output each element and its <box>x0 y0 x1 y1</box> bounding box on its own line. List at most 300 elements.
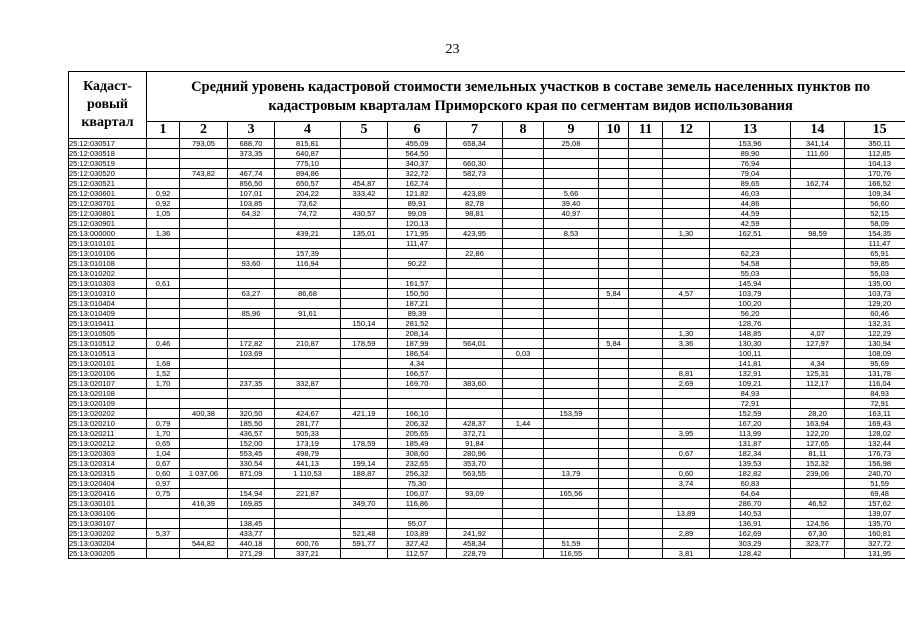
value-cell <box>663 409 710 419</box>
value-cell: 3,36 <box>663 339 710 349</box>
value-cell <box>503 229 544 239</box>
value-cell: 793,05 <box>180 139 228 149</box>
value-cell <box>503 219 544 229</box>
value-cell: 1,05 <box>147 209 180 219</box>
value-cell <box>180 269 228 279</box>
value-cell <box>341 449 388 459</box>
value-cell: 145,94 <box>710 279 791 289</box>
value-cell: 124,56 <box>791 519 845 529</box>
value-cell <box>447 269 503 279</box>
value-cell <box>599 179 629 189</box>
value-cell <box>503 169 544 179</box>
value-cell: 167,20 <box>710 419 791 429</box>
value-cell <box>544 449 599 459</box>
value-cell: 56,60 <box>845 199 905 209</box>
value-cell <box>599 519 629 529</box>
value-cell <box>503 429 544 439</box>
value-cell: 498,79 <box>275 449 341 459</box>
table-row <box>69 469 905 479</box>
value-cell <box>599 459 629 469</box>
segment-header: 7 <box>447 122 503 139</box>
value-cell <box>147 549 180 559</box>
value-cell <box>180 209 228 219</box>
value-cell <box>791 479 845 489</box>
value-cell: 103,85 <box>228 199 275 209</box>
value-cell <box>544 359 599 369</box>
value-cell: 333,42 <box>341 189 388 199</box>
value-cell <box>341 369 388 379</box>
value-cell <box>663 419 710 429</box>
value-cell: 51,59 <box>544 539 599 549</box>
value-cell <box>791 399 845 409</box>
value-cell: 1 110,53 <box>275 469 341 479</box>
value-cell: 205,65 <box>388 429 447 439</box>
value-cell <box>544 399 599 409</box>
value-cell <box>503 289 544 299</box>
value-cell: 0,46 <box>147 339 180 349</box>
cadastral-quarter-cell: 25:13:020416 <box>69 489 147 499</box>
value-cell: 5,84 <box>599 289 629 299</box>
value-cell <box>228 479 275 489</box>
value-cell <box>447 299 503 309</box>
value-cell: 458,34 <box>447 539 503 549</box>
value-cell <box>599 159 629 169</box>
value-cell: 591,77 <box>341 539 388 549</box>
value-cell <box>341 259 388 269</box>
table-row <box>69 509 905 519</box>
value-cell <box>275 349 341 359</box>
value-cell: 8,81 <box>663 369 710 379</box>
table-row <box>69 299 905 309</box>
value-cell <box>341 149 388 159</box>
value-cell: 505,33 <box>275 429 341 439</box>
value-cell: 221,87 <box>275 489 341 499</box>
value-cell <box>791 279 845 289</box>
value-cell <box>180 309 228 319</box>
value-cell <box>503 449 544 459</box>
value-cell: 161,57 <box>388 279 447 289</box>
value-cell <box>629 509 663 519</box>
value-cell: 132,91 <box>710 369 791 379</box>
value-cell: 64,64 <box>710 489 791 499</box>
value-cell: 544,82 <box>180 539 228 549</box>
value-cell: 113,99 <box>710 429 791 439</box>
value-cell: 688,70 <box>228 139 275 149</box>
value-cell <box>663 299 710 309</box>
table-row <box>69 549 905 559</box>
value-cell: 109,34 <box>845 189 905 199</box>
value-cell <box>341 279 388 289</box>
value-cell: 140,53 <box>710 509 791 519</box>
value-cell <box>447 389 503 399</box>
value-cell <box>147 389 180 399</box>
value-cell: 59,85 <box>845 259 905 269</box>
value-cell: 111,60 <box>791 149 845 159</box>
value-cell: 0,92 <box>147 199 180 209</box>
table-row <box>69 279 905 289</box>
value-cell <box>663 309 710 319</box>
cadastral-quarter-cell: 25:13:020303 <box>69 449 147 459</box>
value-cell <box>544 519 599 529</box>
value-cell <box>228 219 275 229</box>
value-cell <box>180 279 228 289</box>
value-cell <box>503 339 544 349</box>
value-cell <box>503 489 544 499</box>
value-cell: 0,67 <box>147 459 180 469</box>
value-cell: 185,49 <box>388 439 447 449</box>
value-cell: 340,37 <box>388 159 447 169</box>
value-cell: 204,22 <box>275 189 341 199</box>
cadastral-quarter-cell: 25:12:030517 <box>69 139 147 149</box>
value-cell <box>180 159 228 169</box>
value-cell <box>791 269 845 279</box>
table-row <box>69 149 905 159</box>
value-cell <box>180 249 228 259</box>
cadastral-quarter-cell: 25:12:030901 <box>69 219 147 229</box>
value-cell: 135,01 <box>341 229 388 239</box>
value-cell <box>791 249 845 259</box>
value-cell: 894,86 <box>275 169 341 179</box>
value-cell <box>791 289 845 299</box>
value-cell <box>663 159 710 169</box>
value-cell: 89,39 <box>388 309 447 319</box>
value-cell <box>275 389 341 399</box>
value-cell <box>629 299 663 309</box>
value-cell: 85,96 <box>228 309 275 319</box>
value-cell <box>663 249 710 259</box>
value-cell <box>447 219 503 229</box>
value-cell: 199,14 <box>341 459 388 469</box>
value-cell: 82,78 <box>447 199 503 209</box>
value-cell: 89,65 <box>710 179 791 189</box>
value-cell: 95,07 <box>388 519 447 529</box>
value-cell <box>341 219 388 229</box>
value-cell: 95,69 <box>845 359 905 369</box>
value-cell: 0,65 <box>147 439 180 449</box>
value-cell <box>663 489 710 499</box>
cadastral-quarter-cell: 25:13:010310 <box>69 289 147 299</box>
value-cell <box>599 509 629 519</box>
cadastral-quarter-cell: 25:13:010513 <box>69 349 147 359</box>
value-cell <box>275 479 341 489</box>
value-cell: 139,07 <box>845 509 905 519</box>
value-cell <box>629 539 663 549</box>
value-cell: 93,60 <box>228 259 275 269</box>
value-cell: 153,59 <box>544 409 599 419</box>
value-cell: 13,79 <box>544 469 599 479</box>
value-cell: 108,09 <box>845 349 905 359</box>
value-cell: 1,04 <box>147 449 180 459</box>
value-cell: 150,14 <box>341 319 388 329</box>
table-row <box>69 459 905 469</box>
value-cell: 120,13 <box>388 219 447 229</box>
value-cell <box>503 399 544 409</box>
value-cell <box>791 299 845 309</box>
value-cell: 332,87 <box>275 379 341 389</box>
value-cell: 103,89 <box>388 529 447 539</box>
value-cell: 74,72 <box>275 209 341 219</box>
value-cell <box>503 549 544 559</box>
value-cell <box>663 189 710 199</box>
value-cell <box>180 359 228 369</box>
value-cell <box>147 539 180 549</box>
value-cell: 99,09 <box>388 209 447 219</box>
value-cell: 154,94 <box>228 489 275 499</box>
value-cell: 51,59 <box>845 479 905 489</box>
value-cell <box>629 449 663 459</box>
cadastral-value-table <box>68 71 905 559</box>
value-cell: 112,57 <box>388 549 447 559</box>
table-row <box>69 359 905 369</box>
value-cell <box>180 349 228 359</box>
value-cell: 564,50 <box>388 149 447 159</box>
value-cell: 187,99 <box>388 339 447 349</box>
value-cell: 128,02 <box>845 429 905 439</box>
value-cell: 157,62 <box>845 499 905 509</box>
value-cell <box>388 399 447 409</box>
value-cell: 154,35 <box>845 229 905 239</box>
value-cell: 256,32 <box>388 469 447 479</box>
value-cell: 141,81 <box>710 359 791 369</box>
value-cell <box>180 479 228 489</box>
value-cell: 441,13 <box>275 459 341 469</box>
value-cell <box>599 279 629 289</box>
value-cell <box>663 179 710 189</box>
value-cell <box>629 549 663 559</box>
value-cell <box>180 229 228 239</box>
value-cell: 185,50 <box>228 419 275 429</box>
value-cell: 237,35 <box>228 379 275 389</box>
value-cell <box>503 139 544 149</box>
cadastral-quarter-cell: 25:13:030107 <box>69 519 147 529</box>
value-cell: 0,75 <box>147 489 180 499</box>
value-cell: 132,44 <box>845 439 905 449</box>
value-cell <box>629 489 663 499</box>
value-cell <box>341 299 388 309</box>
value-cell: 640,87 <box>275 149 341 159</box>
value-cell <box>629 329 663 339</box>
value-cell <box>544 509 599 519</box>
value-cell <box>629 379 663 389</box>
value-cell <box>341 519 388 529</box>
value-cell <box>447 479 503 489</box>
value-cell: 3,95 <box>663 429 710 439</box>
value-cell <box>180 529 228 539</box>
value-cell <box>629 339 663 349</box>
segment-header: 15 <box>845 122 905 139</box>
value-cell <box>544 329 599 339</box>
value-cell <box>629 239 663 249</box>
value-cell <box>503 199 544 209</box>
value-cell <box>180 149 228 159</box>
value-cell <box>503 239 544 249</box>
segment-header: 1 <box>147 122 180 139</box>
value-cell <box>599 499 629 509</box>
value-cell <box>180 219 228 229</box>
cadastral-quarter-cell: 25:13:010404 <box>69 299 147 309</box>
cadastral-quarter-cell: 25:13:030205 <box>69 549 147 559</box>
value-cell: 44,59 <box>710 209 791 219</box>
value-cell <box>629 349 663 359</box>
value-cell: 86,68 <box>275 289 341 299</box>
value-cell <box>544 439 599 449</box>
cadastral-quarter-cell: 25:13:010202 <box>69 269 147 279</box>
value-cell <box>503 499 544 509</box>
value-cell: 162,74 <box>388 179 447 189</box>
value-cell <box>147 169 180 179</box>
value-cell <box>341 549 388 559</box>
value-cell <box>341 249 388 259</box>
value-cell <box>599 149 629 159</box>
value-cell: 122,20 <box>791 429 845 439</box>
value-cell: 166,10 <box>388 409 447 419</box>
value-cell: 871,09 <box>228 469 275 479</box>
cadastral-quarter-cell: 25:13:020202 <box>69 409 147 419</box>
value-cell: 156,98 <box>845 459 905 469</box>
value-cell <box>599 359 629 369</box>
value-cell: 60,83 <box>710 479 791 489</box>
value-cell <box>341 479 388 489</box>
value-cell <box>275 359 341 369</box>
value-cell: 111,47 <box>845 239 905 249</box>
value-cell <box>629 499 663 509</box>
value-cell: 232,65 <box>388 459 447 469</box>
value-cell <box>629 229 663 239</box>
cadastral-quarter-cell: 25:13:020106 <box>69 369 147 379</box>
value-cell: 5,37 <box>147 529 180 539</box>
value-cell: 5,84 <box>599 339 629 349</box>
value-cell <box>180 389 228 399</box>
value-cell: 39,40 <box>544 199 599 209</box>
value-cell: 98,81 <box>447 209 503 219</box>
value-cell: 112,17 <box>791 379 845 389</box>
value-cell: 98,59 <box>791 229 845 239</box>
value-cell <box>275 319 341 329</box>
value-cell: 5,66 <box>544 189 599 199</box>
value-cell: 1,52 <box>147 369 180 379</box>
value-cell <box>180 399 228 409</box>
table-row <box>69 269 905 279</box>
value-cell: 103,73 <box>845 289 905 299</box>
value-cell: 372,71 <box>447 429 503 439</box>
value-cell <box>275 399 341 409</box>
value-cell <box>663 219 710 229</box>
value-cell: 416,39 <box>180 499 228 509</box>
value-cell <box>544 429 599 439</box>
value-cell <box>275 529 341 539</box>
value-cell <box>341 139 388 149</box>
value-cell <box>663 209 710 219</box>
value-cell: 176,73 <box>845 449 905 459</box>
value-cell: 169,85 <box>228 499 275 509</box>
cadastral-quarter-cell: 25:13:020101 <box>69 359 147 369</box>
value-cell <box>388 269 447 279</box>
value-cell: 553,45 <box>228 449 275 459</box>
cadastral-quarter-cell: 25:13:020109 <box>69 399 147 409</box>
page-number: 23 <box>445 42 460 57</box>
value-cell <box>180 189 228 199</box>
cadastral-quarter-cell: 25:12:030521 <box>69 179 147 189</box>
cadastral-quarter-cell: 25:13:030204 <box>69 539 147 549</box>
value-cell: 1,70 <box>147 429 180 439</box>
value-cell: 107,01 <box>228 189 275 199</box>
value-cell <box>544 369 599 379</box>
value-cell: 454,87 <box>341 179 388 189</box>
value-cell <box>503 369 544 379</box>
value-cell <box>341 489 388 499</box>
value-cell: 440,18 <box>228 539 275 549</box>
value-cell: 116,86 <box>388 499 447 509</box>
value-cell: 125,31 <box>791 369 845 379</box>
value-cell: 743,82 <box>180 169 228 179</box>
value-cell: 135,70 <box>845 519 905 529</box>
value-cell <box>599 309 629 319</box>
value-cell <box>341 309 388 319</box>
value-cell: 58,09 <box>845 219 905 229</box>
value-cell: 65,91 <box>845 249 905 259</box>
value-cell <box>447 149 503 159</box>
value-cell <box>599 219 629 229</box>
value-cell <box>503 359 544 369</box>
value-cell <box>447 279 503 289</box>
value-cell: 208,14 <box>388 329 447 339</box>
value-cell <box>503 529 544 539</box>
value-cell: 130,30 <box>710 339 791 349</box>
value-cell <box>629 249 663 259</box>
value-cell: 169,43 <box>845 419 905 429</box>
value-cell: 160,81 <box>845 529 905 539</box>
value-cell: 55,03 <box>845 269 905 279</box>
value-cell: 182,34 <box>710 449 791 459</box>
value-cell <box>544 379 599 389</box>
value-cell: 1,30 <box>663 329 710 339</box>
value-cell <box>599 229 629 239</box>
table-row <box>69 209 905 219</box>
table-row <box>69 539 905 549</box>
value-cell <box>599 419 629 429</box>
value-cell: 84,93 <box>710 389 791 399</box>
value-cell <box>791 239 845 249</box>
value-cell: 660,30 <box>447 159 503 169</box>
value-cell <box>503 299 544 309</box>
segment-header: 13 <box>710 122 791 139</box>
value-cell <box>503 209 544 219</box>
cadastral-quarter-cell: 25:12:030701 <box>69 199 147 209</box>
cadastral-quarter-cell: 25:13:010303 <box>69 279 147 289</box>
table-row <box>69 409 905 419</box>
value-cell: 132,31 <box>845 319 905 329</box>
value-cell <box>629 369 663 379</box>
value-cell <box>228 299 275 309</box>
value-cell: 4,07 <box>791 329 845 339</box>
value-cell <box>147 319 180 329</box>
value-cell <box>710 239 791 249</box>
value-cell <box>147 219 180 229</box>
value-cell <box>544 459 599 469</box>
value-cell <box>544 289 599 299</box>
value-cell: 44,86 <box>710 199 791 209</box>
value-cell <box>447 399 503 409</box>
value-cell <box>228 279 275 289</box>
value-cell <box>791 189 845 199</box>
value-cell <box>180 329 228 339</box>
value-cell: 353,70 <box>447 459 503 469</box>
value-cell <box>341 169 388 179</box>
value-cell: 42,59 <box>710 219 791 229</box>
value-cell <box>663 539 710 549</box>
table-row <box>69 519 905 529</box>
value-cell <box>341 289 388 299</box>
